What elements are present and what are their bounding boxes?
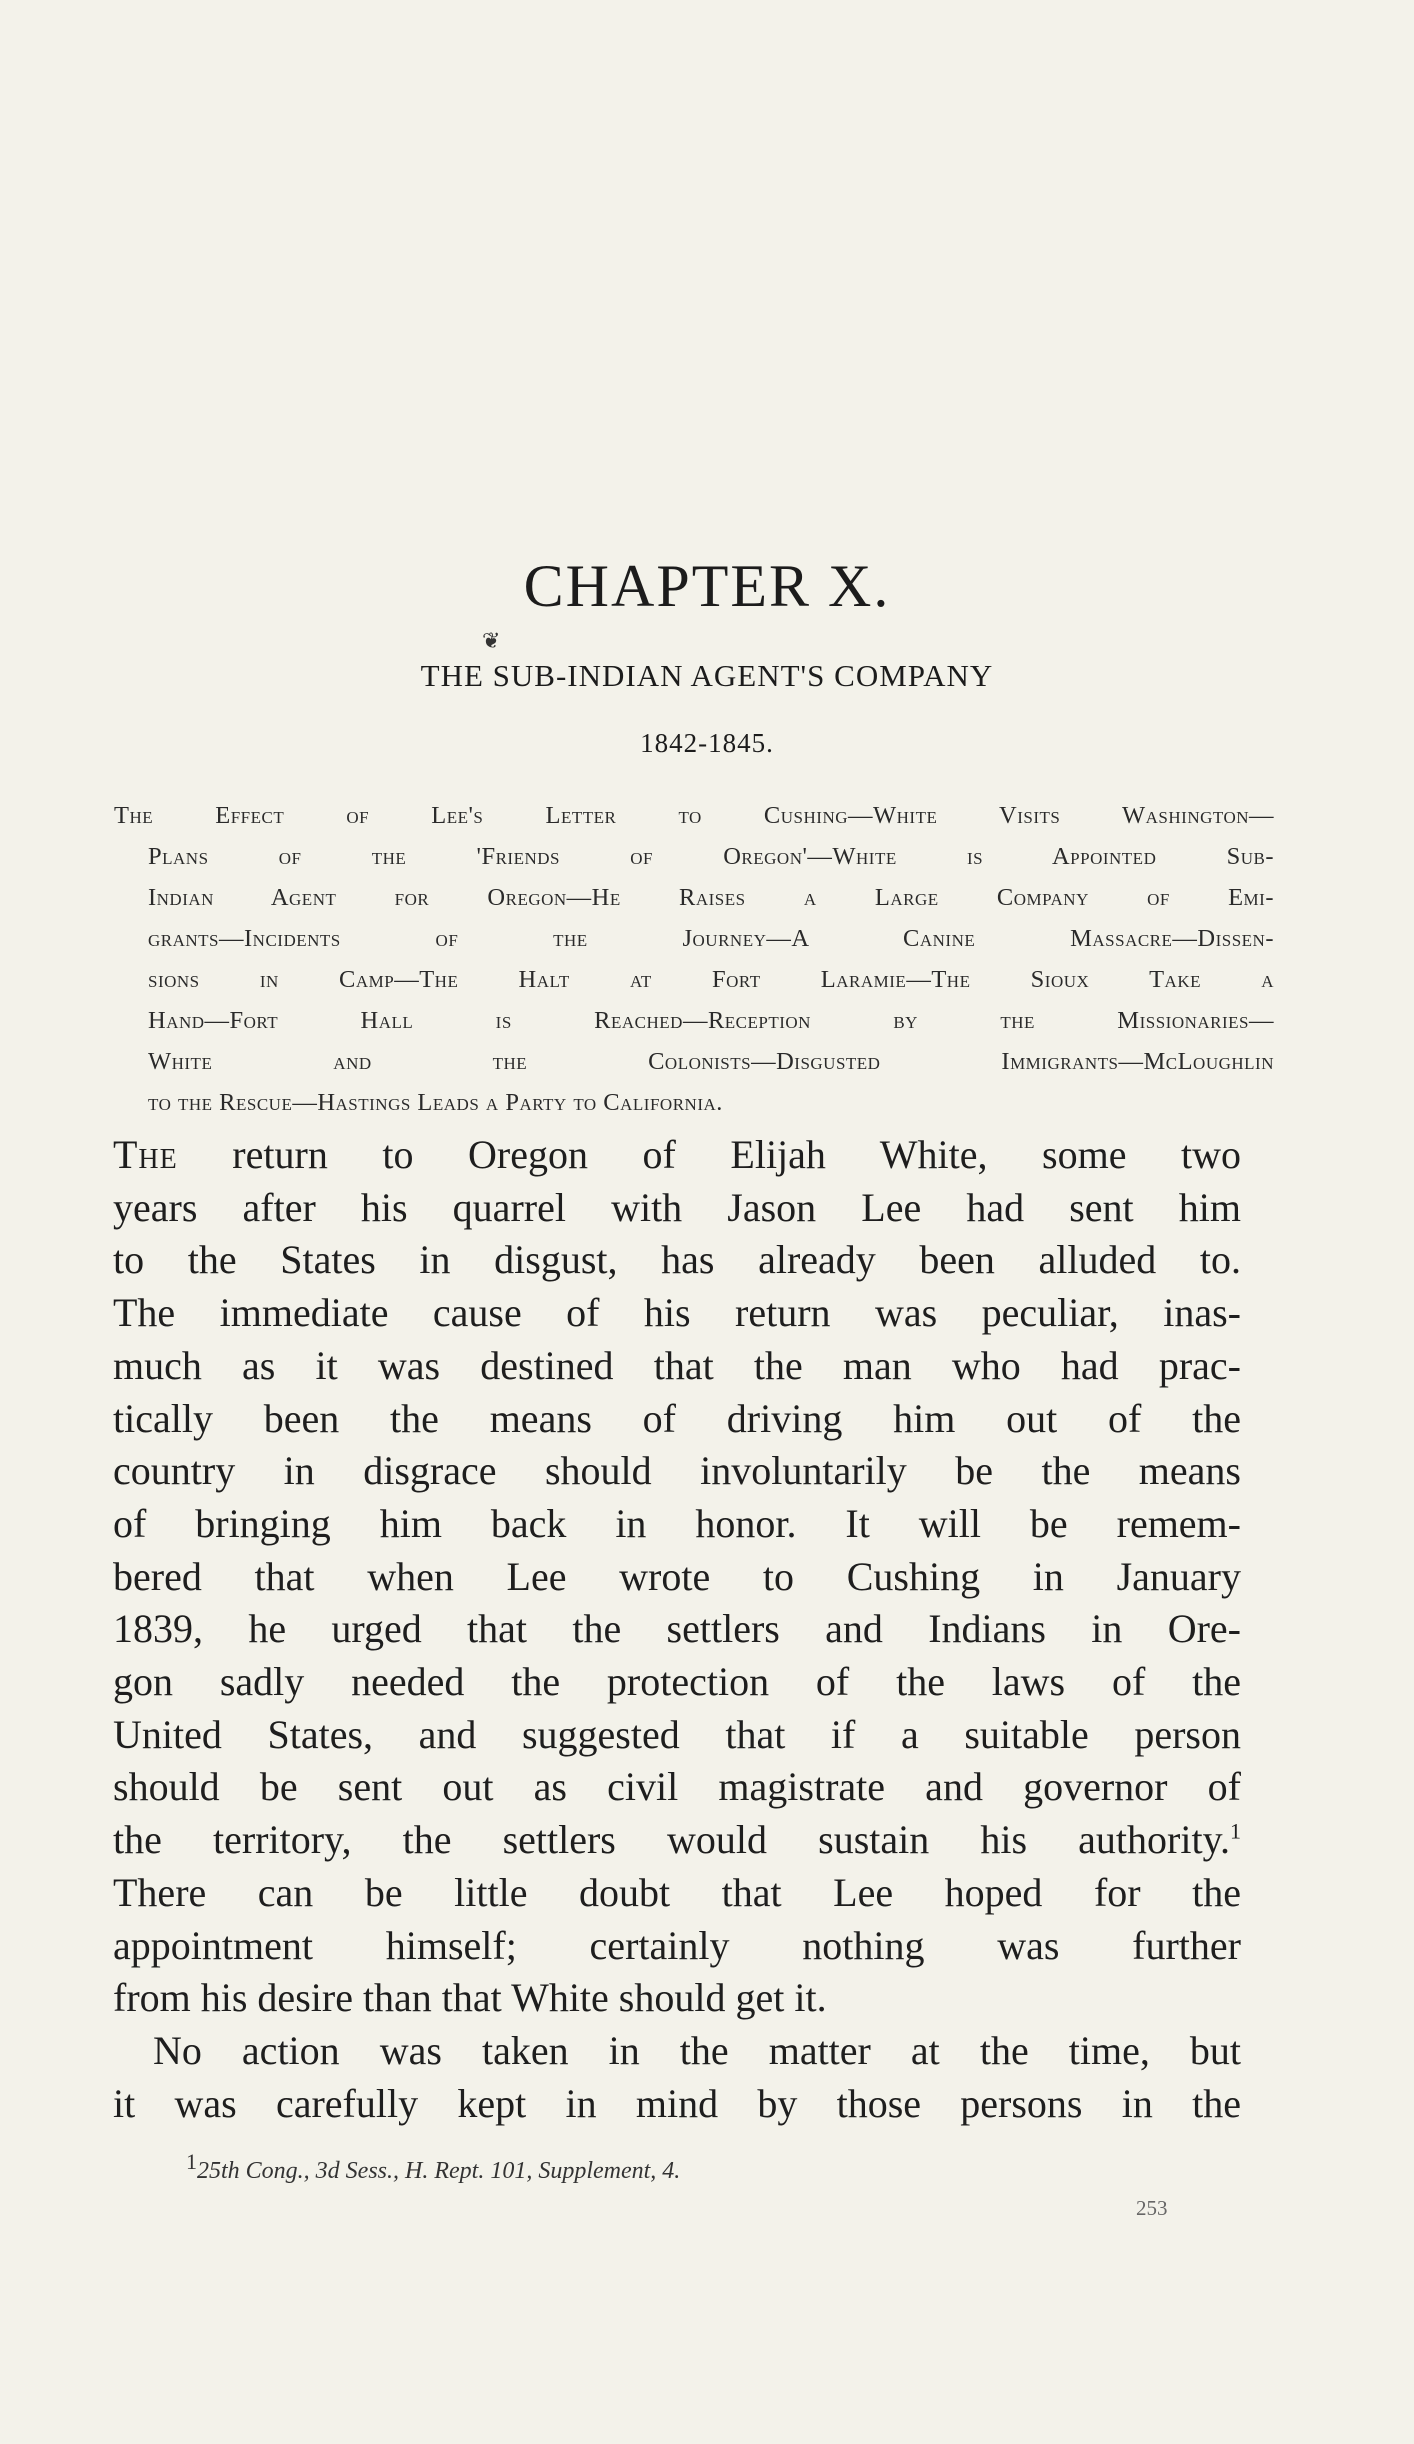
paragraph-text: return to Oregon of Elijah White, some two [177, 1132, 1241, 1177]
paragraph-line: it was carefully kept in mind by those persons in the [113, 2080, 1241, 2126]
synopsis-line: sions in Camp—The Halt at Fort Laramie—The Sioux Take a [148, 966, 1274, 993]
opening-word: The [113, 1132, 178, 1177]
page-number: 253 [1136, 2196, 1168, 2220]
synopsis-line: grants—Incidents of the Journey—A Canine Massacre—Dissen- [148, 925, 1274, 952]
chapter-synopsis [114, 795, 1274, 1123]
synopsis-line: The Effect of Lee's Letter to Cushing—White Visits Washington— [114, 802, 1274, 829]
paragraph-line: much as it was destined that the man who had prac- [113, 1342, 1241, 1388]
footnote-marker[interactable]: 1 [1230, 1818, 1241, 1844]
footnote-text: 25th Cong., 3d Sess., H. Rept. 101, Supplement, 4. [197, 2158, 681, 2184]
synopsis-line: Indian Agent for Oregon—He Raises a Large Company of Emi- [148, 884, 1274, 911]
paragraph-line: to the States in disgust, has already been alluded to. [113, 1237, 1241, 1283]
paragraph-line: bered that when Lee wrote to Cushing in January [113, 1553, 1241, 1599]
ornament-icon: ❦ [482, 628, 501, 653]
paragraph-line: There can be little doubt that Lee hoped for the [113, 1869, 1241, 1915]
paragraph-line [113, 1814, 1241, 1867]
paragraph-line: No action was taken in the matter at the time, but [153, 2028, 1241, 2073]
paragraph-line [113, 1129, 1241, 1182]
paragraph-line: appointment himself; certainly nothing was further [113, 1922, 1241, 1968]
footnote [186, 2149, 681, 2185]
paragraph-line: gon sadly needed the protection of the laws of the [113, 1659, 1241, 1705]
paragraph-text: the territory, the settlers would sustain his authority. [113, 1817, 1230, 1863]
synopsis-line: to the Rescue—Hastings Leads a Party to California. [148, 1089, 723, 1116]
paragraph-line: country in disgrace should involuntarily be the means [113, 1448, 1241, 1494]
chapter-subtitle: THE SUB-INDIAN AGENT'S COMPANY [420, 658, 994, 693]
body-paragraph [113, 2025, 1241, 2130]
chapter-dates: 1842-1845. [640, 728, 774, 758]
paragraph-line: should be sent out as civil magistrate and governor of [113, 1764, 1241, 1810]
chapter-title: CHAPTER X. [523, 553, 891, 619]
paragraph-line: from his desire than that White should get it. [113, 1975, 827, 2021]
paragraph-line: of bringing him back in honor. It will be remem- [113, 1500, 1241, 1546]
synopsis-line: Hand—Fort Hall is Reached—Reception by the Missionaries— [148, 1007, 1274, 1034]
synopsis-line: Plans of the 'Friends of Oregon'—White is Appointed Sub- [148, 843, 1274, 870]
paragraph-line: United States, and suggested that if a suitable person [113, 1711, 1241, 1757]
synopsis-line: White and the Colonists—Disgusted Immigrants—McLoughlin [148, 1048, 1274, 1075]
paragraph-line: 1839, he urged that the settlers and Indians in Ore- [113, 1606, 1241, 1652]
paragraph-line: tically been the means of driving him out of the [113, 1395, 1241, 1441]
body-paragraph [113, 1129, 1241, 2025]
paragraph-line: years after his quarrel with Jason Lee had sent him [113, 1184, 1241, 1230]
footnote-marker: 1 [186, 2149, 197, 2174]
paragraph-line: The immediate cause of his return was peculiar, inas- [113, 1290, 1241, 1336]
